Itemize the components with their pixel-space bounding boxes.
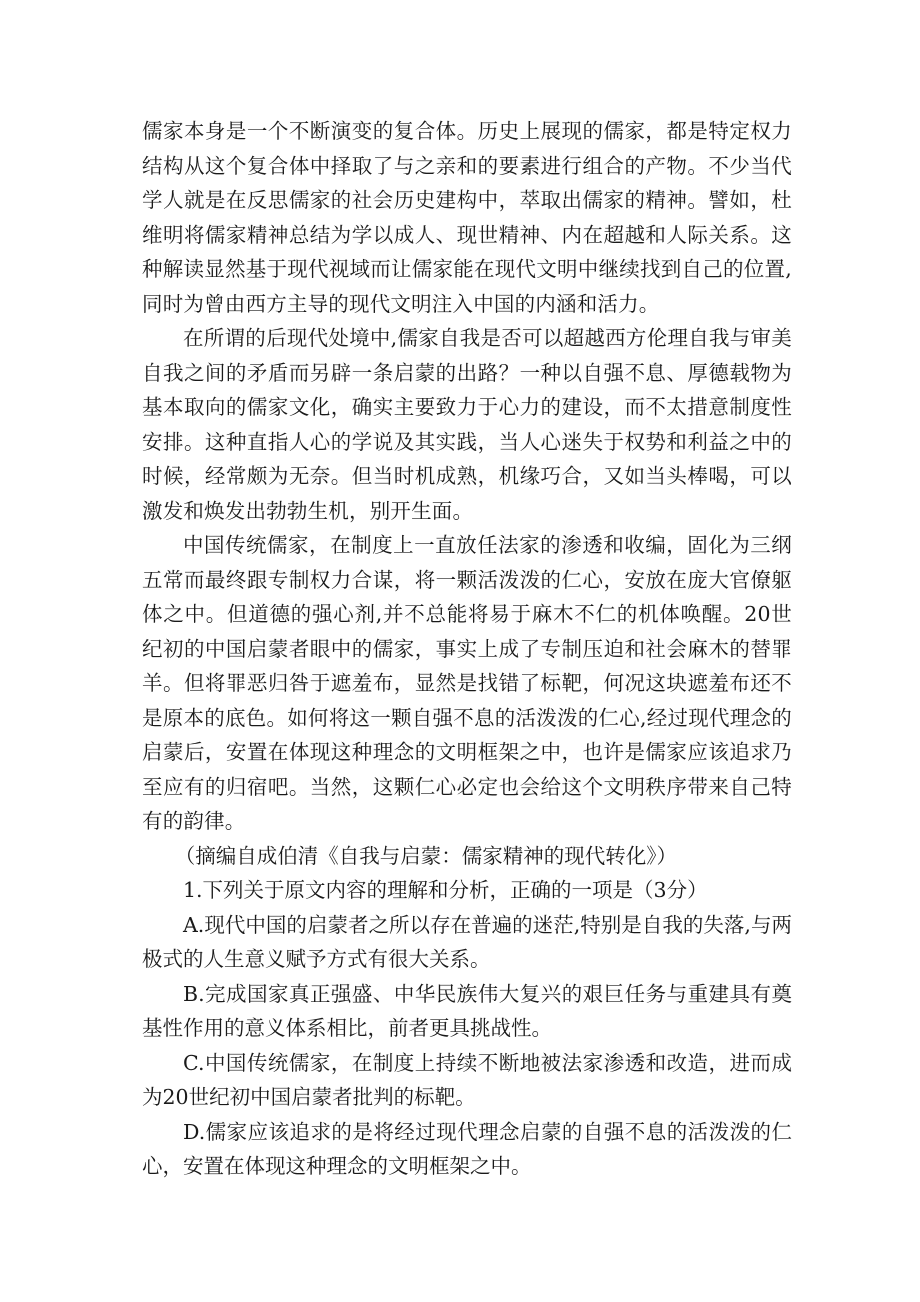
option-d: D.儒家应该追求的是将经过现代理念启蒙的自强不息的活泼泼的仁心，安置在体现这种理念的文明框架之中。 <box>142 1119 792 1178</box>
option-c: C.中国传统儒家，在制度上持续不断地被法家渗透和改造，进而成为20世纪初中国启蒙者批判的标靶。 <box>142 1050 792 1109</box>
passage-source: （摘编自成伯清《自我与启蒙：儒家精神的现代转化》） <box>174 843 678 868</box>
document-page <box>142 114 792 1184</box>
passage-paragraph-1: 儒家本身是一个不断演变的复合体。历史上展现的儒家，都是特定权力结构从这个复合体中择取了与之亲和的要素进行组合的产物。不少当代学人就是在反思儒家的社会历史建构中，萃取出儒家的精神。譬如，杜维明将儒家精神总结为学以成人、现世精神、内在超越和人际关系。这种解读显然基于现代视域而让儒家能在现代文明中继续找到自己的位置,同时为曾由西方主导的现代文明注入中国的内涵和活力。 <box>142 119 792 316</box>
question-stem: 1.下列关于原文内容的理解和分析，正确的一项是（3分） <box>183 878 708 902</box>
passage-paragraph-3: 中国传统儒家，在制度上一直放任法家的渗透和收编，固化为三纲五常而最终跟专制权力合谋，将一颗活泼泼的仁心，安放在庞大官僚躯体之中。但道德的强心剂,并不总能将易于麻木不仁的机体唤醒。20世纪初的中国启蒙者眼中的儒家，事实上成了专制压迫和社会麻木的替罪羊。但将罪恶归咎于遮羞布，显然是找错了标靶，何况这块遮羞布还不是原本的底色。如何将这一颗自强不息的活泼泼的仁心,经过现代理念的启蒙后，安置在体现这种理念的文明框架之中，也许是儒家应该追求乃至应有的归宿吧。当然，这颗仁心必定也会给这个文明秩序带来自己特有的韵律。 <box>142 533 792 833</box>
passage-paragraph-2: 在所谓的后现代处境中,儒家自我是否可以超越西方伦理自我与审美自我之间的矛盾而另辟一条启蒙的出路？一种以自强不息、厚德载物为基本取向的儒家文化，确实主要致力于心力的建设，而不太措意制度性安排。这种直指人心的学说及其实践，当人心迷失于权势和利益之中的时候，经常颇为无奈。但当时机成熟，机缘巧合，又如当头棒喝，可以激发和焕发出勃勃生机，别开生面。 <box>142 326 792 523</box>
option-a: A.现代中国的启蒙者之所以存在普遍的迷茫,特别是自我的失落,与两极式的人生意义赋予方式有很大关系。 <box>142 912 792 971</box>
option-b: B.完成国家真正强盛、中华民族伟大复兴的艰巨任务与重建具有奠基性作用的意义体系相比，前者更具挑战性。 <box>142 981 792 1040</box>
